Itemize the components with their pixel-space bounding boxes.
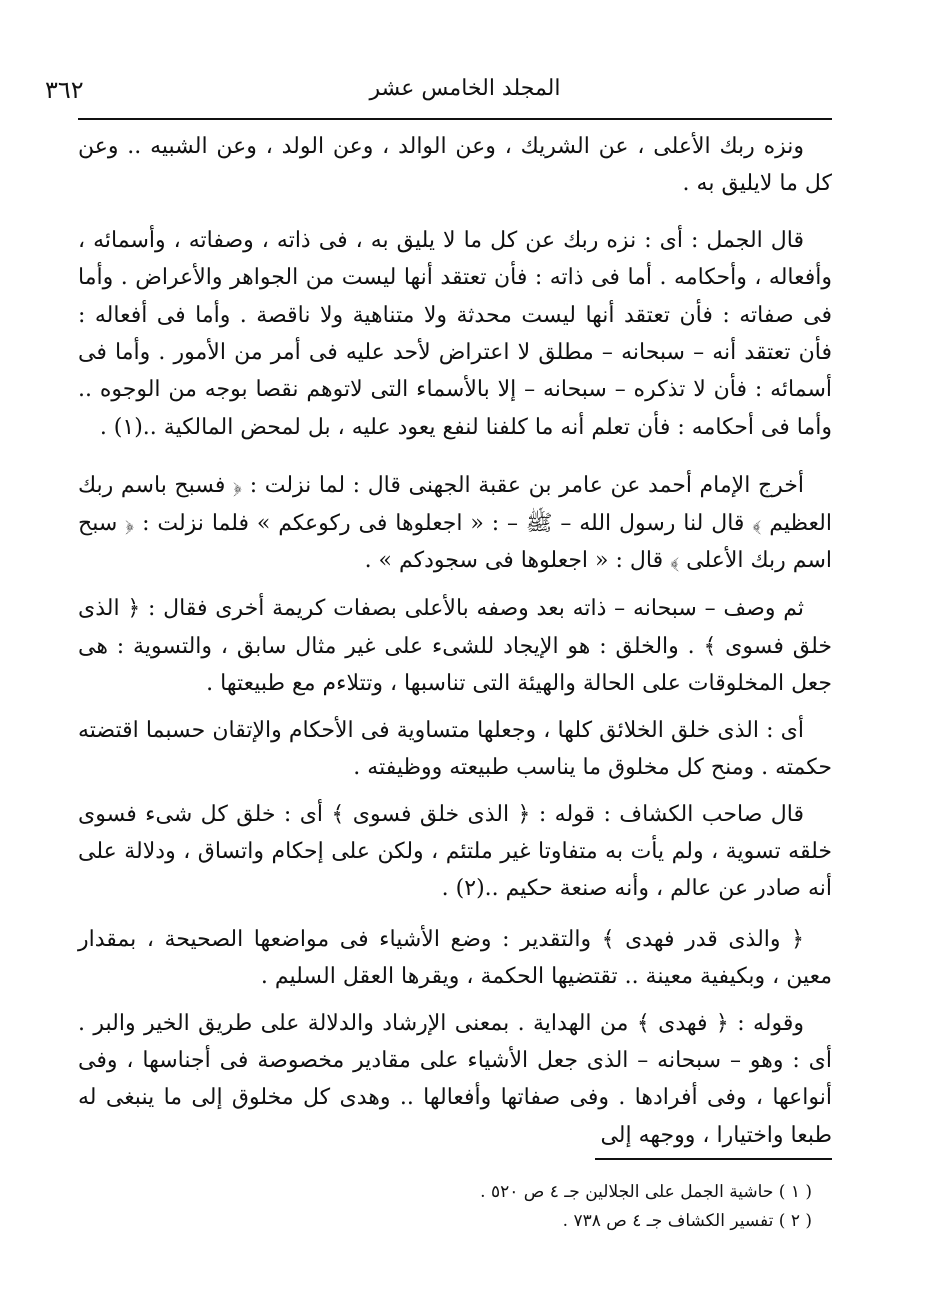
running-title: المجلد الخامس عشر [369,76,561,101]
footnote-divider [595,1158,832,1160]
footnote: ( ١ ) حاشية الجمل على الجلالين جـ ٤ ص ٥٢٠ . [480,1182,812,1202]
paragraph: وقوله : ﴿ فهدى ﴾ من الهداية . بمعنى الإرشاد والدلالة على طريق الخير والبر . أى : وهو – سبحانه – الذى جعل الأشياء على مقادير مخصوصة فى أجناسها ، وفى أنواعها ، وفى أفرادها . وفى صفاتها وأفعالها .. وهدى كل مخلوق إلى ما ينبغى له طبعا واختيارا ، ووجهه إلى [78,1010,832,1148]
paragraph: قال الجمل : أى : نزه ربك عن كل ما لا يليق به ، فى ذاته ، وصفاته ، وأسمائه ، وأفعاله ، وأحكامه . أما فى ذاته : فأن تعتقد أنها ليست من الجواهر والأعراض . وأما فى صفاته : فأن تعتقد أنها ليست محدثة ولا متناهية ولا ناقصة . وأما فى أفعاله : فأن تعتقد أنه – سبحانه – مطلق لا اعتراض لأحد عليه فى أمر من الأمور . وأما فى أسمائه : فأن لا تذكره – سبحانه – إلا بالأسماء التى لاتوهم نقصا بوجه من الوجوه .. وأما فى أحكامه : فأن تعلم أنه ما كلفنا لنفع يعود عليه ، بل لمحض المالكية ..(١) . [78,227,832,440]
paragraph: ﴿ والذى قدر فهدى ﴾ والتقدير : وضع الأشياء فى مواضعها الصحيحة ، بمقدار معين ، وبكيفية معينة .. تقتضيها الحكمة ، ويقرها العقل السليم . [78,926,832,990]
paragraph: أى : الذى خلق الخلائق كلها ، وجعلها متساوية فى الأحكام والإتقان حسبما اقتضته حكمته . ومنح كل مخلوق ما يناسب طبيعته ووظيفته . [78,717,832,781]
paragraph: ونزه ربك الأعلى ، عن الشريك ، وعن الوالد ، وعن الولد ، وعن الشبيه .. وعن كل ما لايليق به . [78,134,832,197]
paragraph: أخرج الإمام أحمد عن عامر بن عقبة الجهنى قال : لما نزلت : ﴿ فسبح باسم ربك العظيم ﴾ قال لنا رسول الله – ﷺ – : « اجعلوها فى ركوعكم » فلما نزلت : ﴿ سبح اسم ربك الأعلى ﴾ قال : « اجعلوها فى سجودكم » . [78,473,832,574]
paragraph: ثم وصف – سبحانه – ذاته بعد وصفه بالأعلى بصفات كريمة أخرى فقال : ﴿ الذى خلق فسوى ﴾ . والخلق : هو الإيجاد للشىء على غير مثال سابق ، والتسوية : هى جعل المخلوقات على الحالة والهيئة التى تناسبها ، وتتلاءم مع طبيعتها . [78,596,832,697]
body-text [78,128,832,1154]
header-divider [78,118,832,120]
footnotes [300,1178,812,1236]
page-number: ٣٦٢ [45,76,84,104]
footnote: ( ٢ ) تفسير الكشاف جـ ٤ ص ٧٣٨ . [562,1211,812,1231]
paragraph: قال صاحب الكشاف : قوله : ﴿ الذى خلق فسوى ﴾ أى : خلق كل شىء فسوى خلقه تسوية ، ولم يأت به متفاوتا غير ملتئم ، ولكن على إحكام واتساق ، ودلالة على أنه صادر عن عالم ، وأنه صنعة حكيم ..(٢) . [78,801,832,902]
